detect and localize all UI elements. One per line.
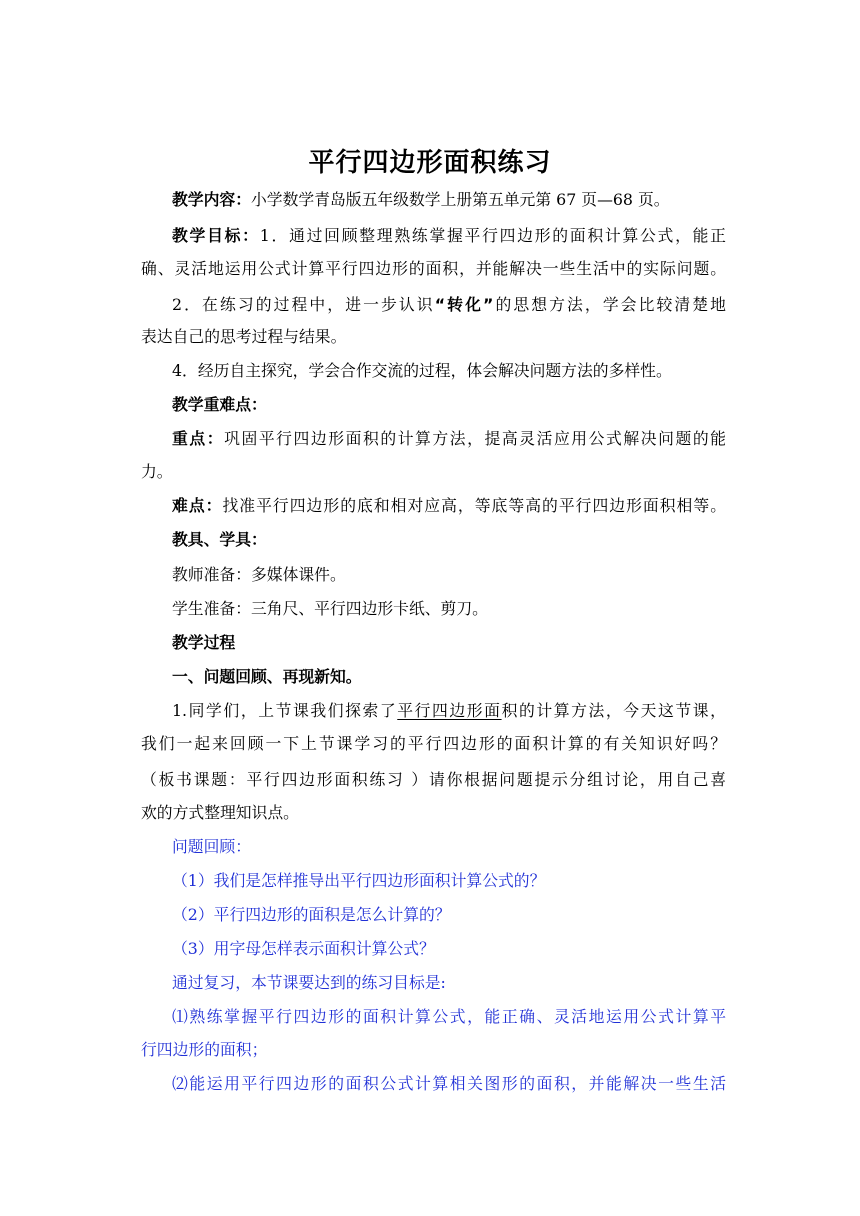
objectives-item2-post: 的思想方法，学会比较清楚地 [493, 295, 726, 314]
objectives-item4: 4．经历自主探究，学会合作交流的过程，体会解决问题方法的多样性。 [172, 361, 672, 380]
content-line [172, 188, 726, 212]
content-label: 教学内容： [172, 190, 251, 209]
key-difficult-heading: 教学重难点： [172, 395, 267, 414]
objectives-item2-quote: “转化” [434, 295, 494, 314]
difficult-point-text: 找准平行四边形的底和相对应高，等底等高的平行四边形面积相等。 [222, 496, 726, 515]
review-heading: 问题回顾： [172, 837, 251, 856]
process-heading: 教学过程 [172, 633, 236, 652]
page-title: 平行四边形面积练习 [308, 148, 552, 178]
goal-1-line-2: 行四边形的面积； [141, 1040, 268, 1059]
section-1-heading: 一、问题回顾、再现新知。 [172, 667, 362, 686]
difficult-point [172, 494, 726, 518]
objectives-line-2: 确、灵活地运用公式计算平行四边形的面积，并能解决一些生活中的实际问题。 [141, 259, 726, 278]
paragraph-1-underlined: 平行四边形面 [397, 701, 502, 720]
objectives-item2 [172, 293, 726, 317]
materials-teacher: 教师准备：多媒体课件。 [172, 565, 346, 584]
content-text: 小学数学青岛版五年级数学上册第五单元第 67 页—68 页。 [251, 190, 670, 209]
objectives-item2-line2: 表达自己的思考过程与结果。 [141, 327, 347, 346]
objectives-item1-text: 1．通过回顾整理熟练掌握平行四边形的面积计算公式，能正 [259, 226, 726, 245]
materials-student: 学生准备：三角尺、平行四边形卡纸、剪刀。 [172, 599, 488, 618]
paragraph-1-line-2: 我们一起来回顾一下上节课学习的平行四边形的面积计算的有关知识好吗？ [141, 734, 726, 753]
review-question-1: （1）我们是怎样推导出平行四边形面积计算公式的？ [172, 871, 546, 890]
paragraph-1-line-1 [172, 699, 726, 723]
goal-1-line-1: ⑴熟练掌握平行四边形的面积计算公式，能正确、灵活地运用公式计算平 [172, 1007, 726, 1026]
review-question-2: （2）平行四边形的面积是怎么计算的？ [172, 905, 451, 924]
paragraph-1-line-4: 欢的方式整理知识点。 [141, 803, 299, 822]
review-question-3: （3）用字母怎样表示面积计算公式？ [172, 939, 435, 958]
objectives-line-1 [172, 224, 726, 248]
paragraph-1-number: 1. [172, 701, 188, 720]
key-point-text: 巩固平行四边形面积的计算方法，提高灵活应用公式解决问题的能 [224, 429, 726, 448]
objectives-label: 教学目标： [172, 226, 260, 245]
objectives-item2-pre: 2．在练习的过程中，进一步认识 [172, 295, 435, 314]
materials-heading: 教具、学具： [172, 530, 267, 549]
key-point-line-2: 力。 [141, 462, 173, 481]
goal-2-line-1: ⑵能运用平行四边形的面积公式计算相关图形的面积，并能解决一些生活 [172, 1074, 726, 1093]
paragraph-1-pre: 同学们，上节课我们探索了 [187, 701, 398, 720]
difficult-point-label: 难点： [172, 496, 223, 515]
paragraph-1-post: 积的计算方法，今天这节课， [501, 701, 726, 720]
paragraph-1-line-3: （板书课题：平行四边形面积练习 ）请你根据问题提示分组讨论，用自己喜 [141, 770, 726, 789]
key-point-label: 重点： [172, 429, 225, 448]
key-point-line-1 [172, 427, 726, 451]
goal-intro: 通过复习，本节课要达到的练习目标是: [172, 973, 446, 992]
